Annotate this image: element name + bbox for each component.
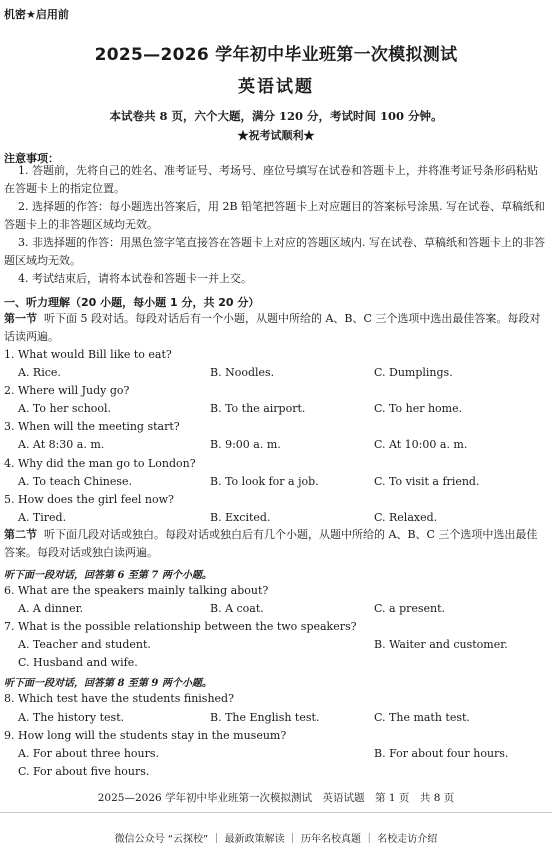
question-8-option-c: C. The math test.: [374, 711, 470, 724]
question-7-stem: 7. What is the possible relationship between the two speakers?: [4, 620, 357, 633]
footer-divider: [0, 812, 552, 813]
question-3-stem: 3. When will the meeting start?: [4, 420, 180, 433]
section2-label: 第二节: [4, 528, 37, 541]
question-5-option-b: B. Excited.: [210, 511, 271, 524]
section1-instruction: [4, 310, 546, 346]
question-7-option-a: A. Teacher and student.: [18, 638, 151, 651]
question-2-stem: 2. Where will Judy go?: [4, 384, 130, 397]
question-1-option-c: C. Dumplings.: [374, 366, 453, 379]
notes-heading: 注意事项：: [4, 152, 59, 165]
question-5-option-c: C. Relaxed.: [374, 511, 438, 524]
question-9-stem: 9. How long will the students stay in the museum?: [4, 729, 287, 742]
note-item-3: 3. 非选择题的作答：用黑色签字笔直接答在答题卡上对应的答题区域内. 写在试卷、草稿纸和答题卡上的非答题区域均无效。: [4, 236, 545, 267]
section1-label: 第一节: [4, 312, 37, 325]
note-item-2: 2. 选择题的作答：每小题选出答案后，用 2B 铅笔把答题卡上对应题目的答案标号涂黑. 写在试卷、草稿纸和答题卡上的非答题区域均无效。: [4, 200, 546, 231]
exam-title: 2025—2026 学年初中毕业班第一次模拟测试: [94, 45, 458, 65]
question-1-stem: 1. What would Bill like to eat?: [4, 348, 172, 361]
question-3-option-c: C. At 10:00 a. m.: [374, 438, 468, 451]
exam-info: 本试卷共 8 页，六个大题，满分 120 分，考试时间 100 分钟。: [109, 109, 443, 123]
question-5-stem: 5. How does the girl feel now?: [4, 493, 174, 506]
question-6-option-a: A. A dinner.: [18, 602, 84, 615]
question-8-option-a: A. The history test.: [18, 711, 125, 724]
question-3-option-b: B. 9:00 a. m.: [210, 438, 281, 451]
question-7-option-b: B. Waiter and customer.: [374, 638, 508, 651]
question-9-option-c: C. For about five hours.: [18, 765, 150, 778]
question-5-option-a: A. Tired.: [18, 511, 67, 524]
note-item-4: 4. 考试结束后，请将本试卷和答题卡一并上交。: [18, 272, 252, 285]
part1-heading: 一、听力理解（20 小题，每小题 1 分，共 20 分）: [4, 296, 260, 309]
hint-questions-8-9: 听下面一段对话，回答第 8 至第 9 两个小题。: [4, 678, 212, 689]
secret-label: 机密★启用前: [4, 8, 69, 21]
question-6-option-c: C. a present.: [374, 602, 446, 615]
note-item-1: 1. 答题前，先将自己的姓名、准考证号、考场号、座位号填写在试卷和答题卡上，并将准考证号条形码粘贴在答题卡上的指定位置。: [4, 164, 538, 195]
question-4-option-b: B. To look for a job.: [210, 475, 319, 488]
question-8-option-b: B. The English test.: [210, 711, 320, 724]
question-6-option-b: B. A coat.: [210, 602, 264, 615]
section1-text: 听下面 5 段对话。每段对话后有一个小题，从题中所给的 A、B、C 三个选项中选出最佳答案。每段对话读两遍。: [4, 312, 541, 343]
question-1-option-b: B. Noodles.: [210, 366, 275, 379]
page-footer: 2025—2026 学年初中毕业班第一次模拟测试 英语试题 第 1 页 共 8 页: [97, 792, 455, 804]
question-2-option-c: C. To her home.: [374, 402, 463, 415]
section2-text: 听下面几段对话或独白。每段对话或独白后有几个小题，从题中所给的 A、B、C 三个选项中选出最佳答案。每段对话或独白读两遍。: [4, 528, 538, 559]
question-9-option-a: A. For about three hours.: [18, 747, 160, 760]
question-2-option-b: B. To the airport.: [210, 402, 306, 415]
question-1-option-a: A. Rice.: [18, 366, 61, 379]
promo-bar: 微信公众号 “云探校” ｜ 最新政策解读 ｜ 历年名校真题 ｜ 名校走访介绍: [114, 834, 438, 845]
question-9-option-b: B. For about four hours.: [374, 747, 509, 760]
question-7-option-c: C. Husband and wife.: [18, 656, 138, 669]
hint-questions-6-7: 听下面一段对话，回答第 6 至第 7 两个小题。: [4, 570, 212, 581]
question-8-stem: 8. Which test have the students finished?: [4, 692, 234, 705]
blessing-text: ★祝考试顺利★: [237, 129, 315, 142]
exam-subtitle: 英语试题: [238, 77, 314, 97]
question-4-stem: 4. Why did the man go to London?: [4, 457, 196, 470]
question-3-option-a: A. At 8:30 a. m.: [18, 438, 105, 451]
question-4-option-a: A. To teach Chinese.: [18, 475, 133, 488]
section2-instruction: [4, 526, 546, 562]
question-2-option-a: A. To her school.: [18, 402, 112, 415]
question-4-option-c: C. To visit a friend.: [374, 475, 480, 488]
question-6-stem: 6. What are the speakers mainly talking about?: [4, 584, 269, 597]
